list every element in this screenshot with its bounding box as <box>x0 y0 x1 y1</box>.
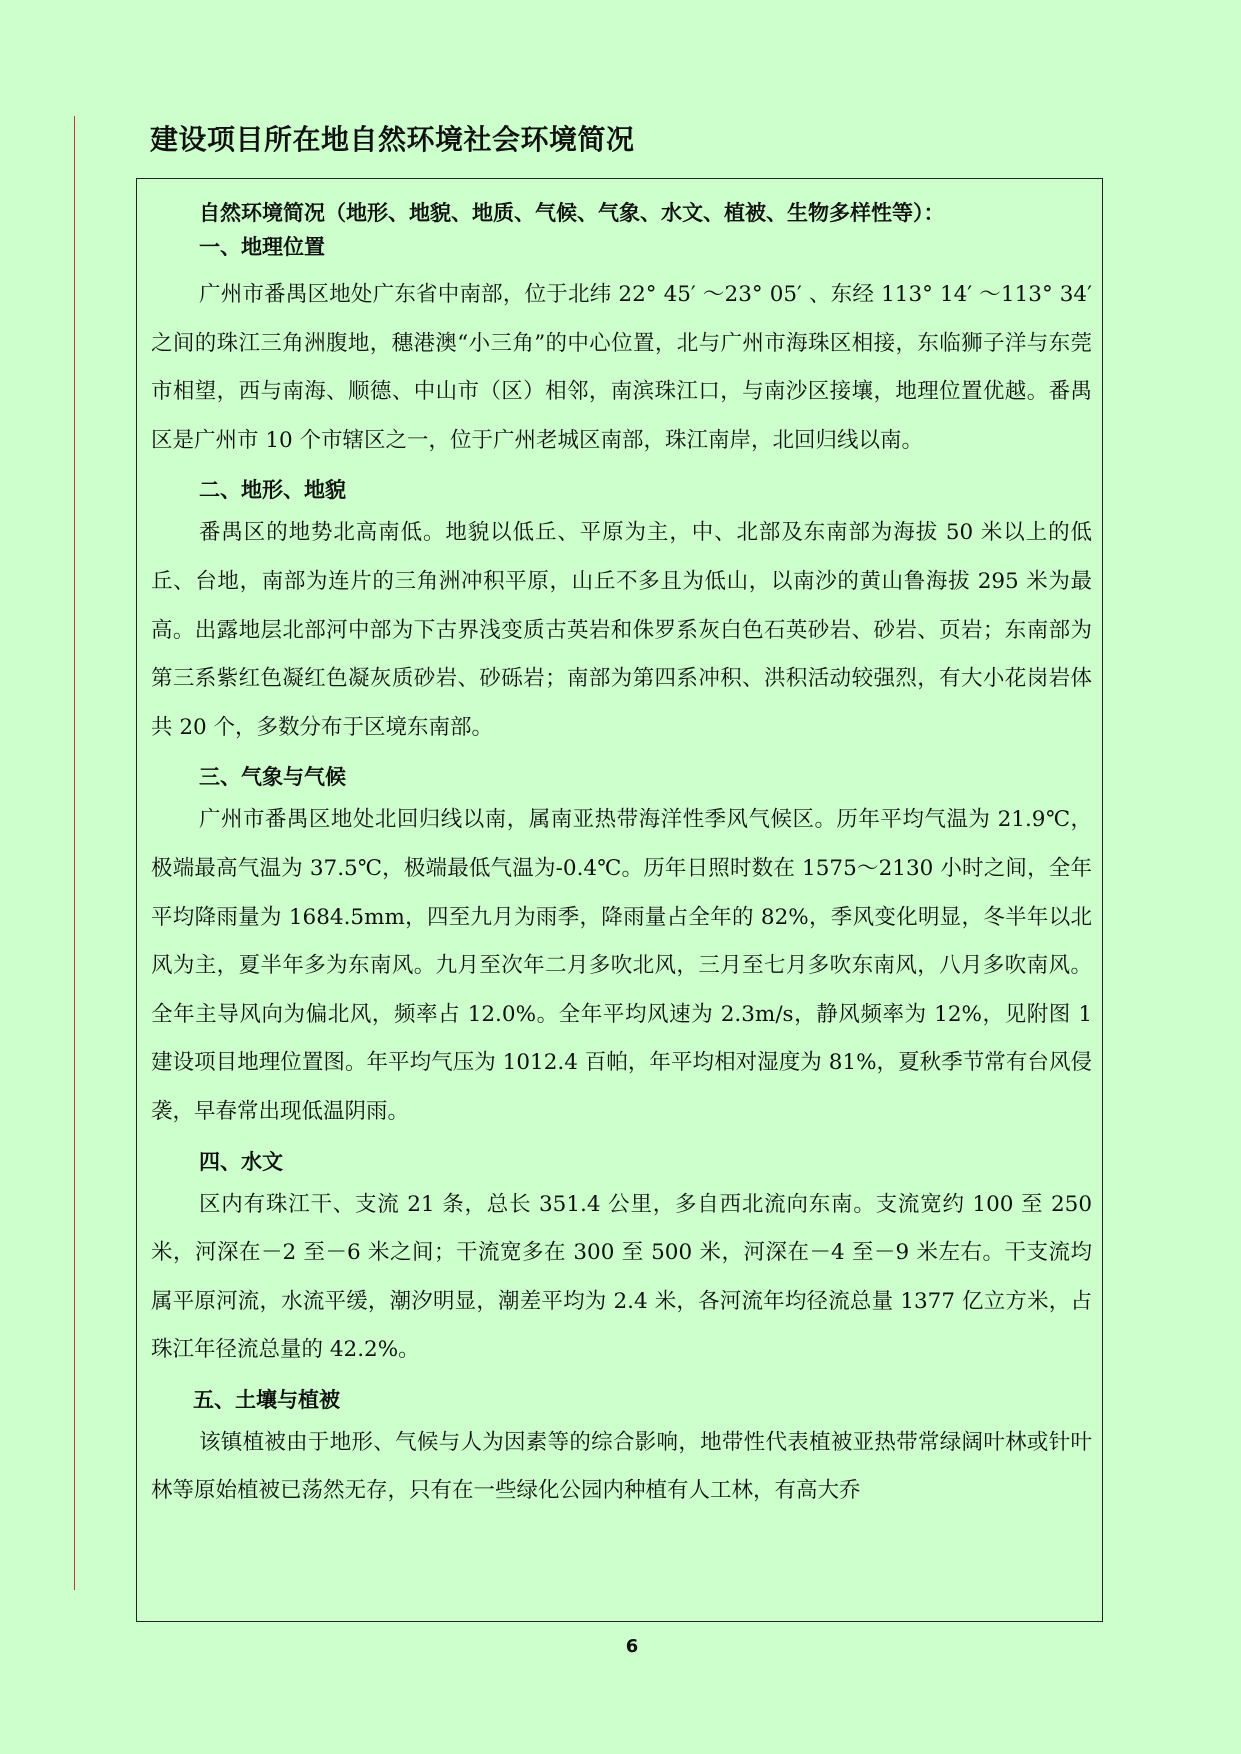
page-number: 6 <box>625 1636 639 1657</box>
section-body-terrain: 番禺区的地势北高南低。地貌以低丘、平原为主，中、北部及东南部为海拔 50 米以上的低丘、台地，南部为连片的三角洲冲积平原，山丘不多且为低山，以南沙的黄山鲁海拔 295 米为最高。出露地层北部河中部为下古界浅变质古英岩和侏罗系灰白色石英砂岩、砂岩、页岩；东南部为第三系紫红色凝红色凝灰质砂岩、砂砾岩；南部为第四系冲积、洪积活动较强烈，有大小花岗岩体共 20 个，多数分布于区境东南部。 <box>151 520 1092 740</box>
section-heading-location: 一、地理位置 <box>199 235 325 259</box>
section-heading-soil-vegetation: 五、土壤与植被 <box>193 1387 340 1412</box>
section-intro: 自然环境简况（地形、地貌、地质、气候、气象、水文、植被、生物多样性等）： <box>199 201 945 225</box>
section-body-location: 广州市番禺区地处广东省中南部，位于北纬 22° 45′ ～23° 05′ 、东经 113° 14′ ～113° 34′ 之间的珠江三角洲腹地，穗港澳“小三角”的中心位置，北与广州市海珠区相接，东临狮子洋与东莞市相望，西与南海、顺德、中山市（区）相邻，南滨珠江口，与南沙区接壤，地理位置优越。番禺区是广州市 10 个市辖区之一，位于广州老城区南部，珠江南岸，北回归线以南。 <box>151 282 1092 453</box>
page-title: 建设项目所在地自然环境社会环境简况 <box>150 123 635 156</box>
section-body-climate: 广州市番禺区地处北回归线以南，属南亚热带海洋性季风气候区。历年平均气温为 21.9℃，极端最高气温为 37.5℃，极端最低气温为-0.4℃。历年日照时数在 1575～2130 小时之间，全年平均降雨量为 1684.5mm，四至九月为雨季，降雨量占全年的 82%，季风变化明显，冬半年以北风为主，夏半年多为东南风。九月至次年二月多吹北风，三月至七月多吹东南风，八月多吹南风。全年主导风向为偏北风，频率占 12.0%。全年平均风速为 2.3m/s，静风频率为 12%，见附图 1 建设项目地理位置图。年平均气压为 1012.4 百帕，年平均相对湿度为 81%，夏秋季节常有台风侵袭，早春常出现低温阴雨。 <box>151 807 1092 1124</box>
section-body-soil-vegetation: 该镇植被由于地形、气候与人为因素等的综合影响，地带性代表植被亚热带常绿阔叶林或针叶林等原始植被已荡然无存，只有在一些绿化公园内种植有人工林，有高大乔 <box>151 1429 1092 1504</box>
section-heading-terrain: 二、地形、地貌 <box>199 478 346 503</box>
content-box <box>136 178 1103 1622</box>
section-body-hydrology: 区内有珠江干、支流 21 条，总长 351.4 公里，多自西北流向东南。支流宽约 100 至 250 米，河深在－2 至－6 米之间；干流宽多在 300 至 500 米，河深在－4 至－9 米左右。干支流均属平原河流，水流平缓，潮汐明显，潮差平均为 2.4 米，各河流年均径流总量 1377 亿立方米，占珠江年径流总量的 42.2%。 <box>151 1191 1092 1363</box>
section-heading-climate: 三、气象与气候 <box>199 765 346 790</box>
section-heading-hydrology: 四、水文 <box>199 1149 283 1174</box>
margin-rule <box>74 116 75 1590</box>
